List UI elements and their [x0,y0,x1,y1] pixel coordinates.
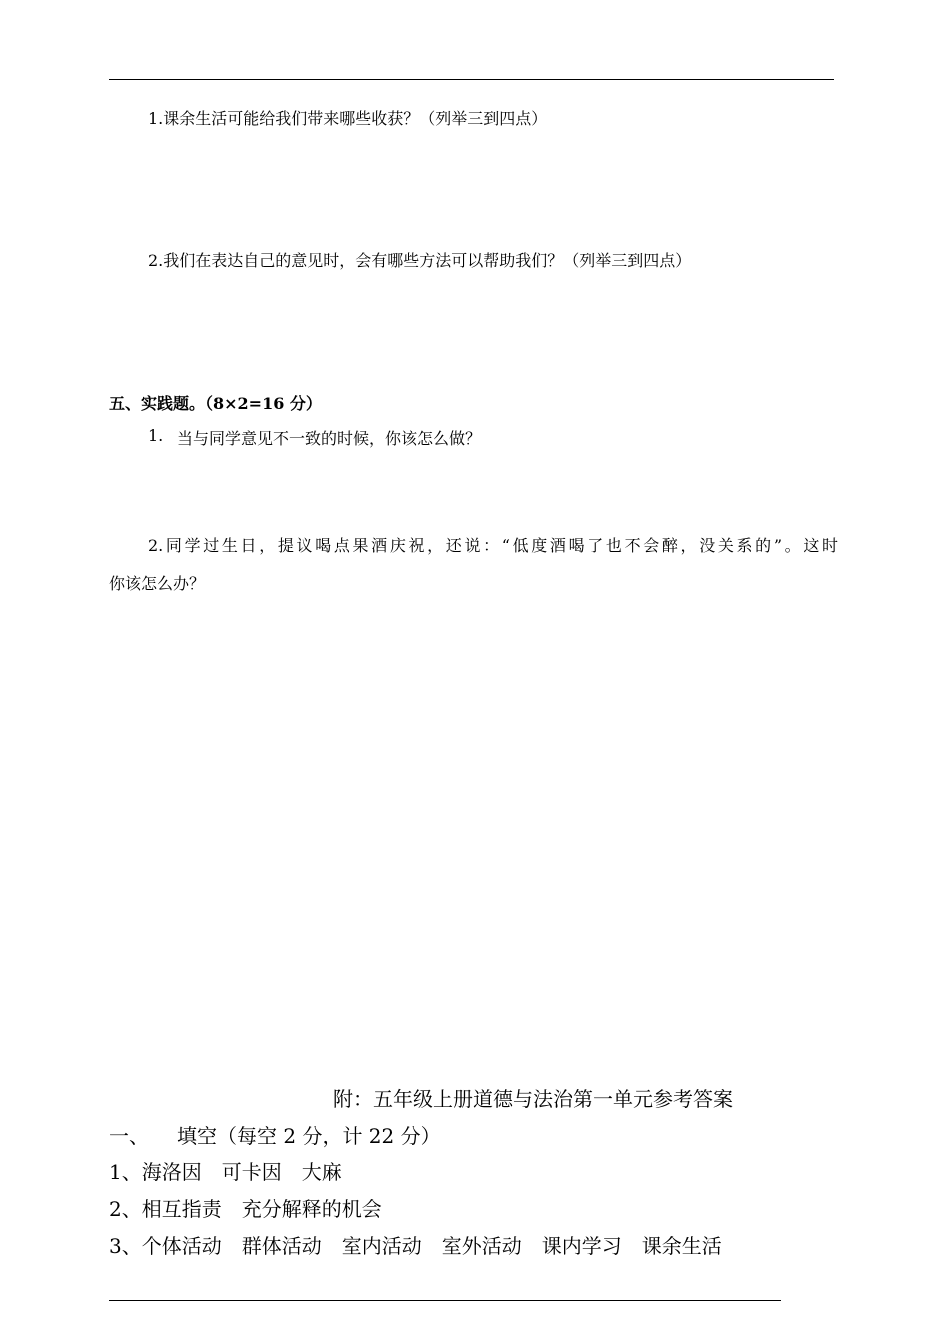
question-5-2-line-1: 2.同学过生日，提议喝点果酒庆祝，还说：“低度酒喝了也不会醉，没关系的”。这时 [148,536,838,555]
answer-line-2: 2、相互指责 充分解释的机会 [109,1197,382,1221]
answer-line-3: 3、个体活动 群体活动 室内活动 室外活动 课内学习 课余生活 [109,1234,722,1258]
section-5-heading: 五、实践题。（8×2=16 分） [109,394,322,413]
question-5-2-line-2: 你该怎么办？ [109,574,206,593]
answer-part-1-heading: 填空（每空 2 分，计 22 分） [177,1124,441,1148]
answer-part-1-label: 一、 [109,1124,149,1148]
question-5-1-text: 当与同学意见不一致的时候，你该怎么做？ [177,429,482,448]
question-4-2: 2.我们在表达自己的意见时，会有哪些方法可以帮助我们？（列举三到四点） [148,251,692,270]
header-rule [109,79,834,80]
footer-rule [109,1300,781,1301]
answer-key-title: 附：五年级上册道德与法治第一单元参考答案 [333,1087,733,1111]
answer-line-1: 1、海洛因 可卡因 大麻 [109,1160,342,1184]
question-5-1-number: 1. [148,426,164,445]
question-4-1: 1.课余生活可能给我们带来哪些收获？（列举三到四点） [148,109,548,128]
